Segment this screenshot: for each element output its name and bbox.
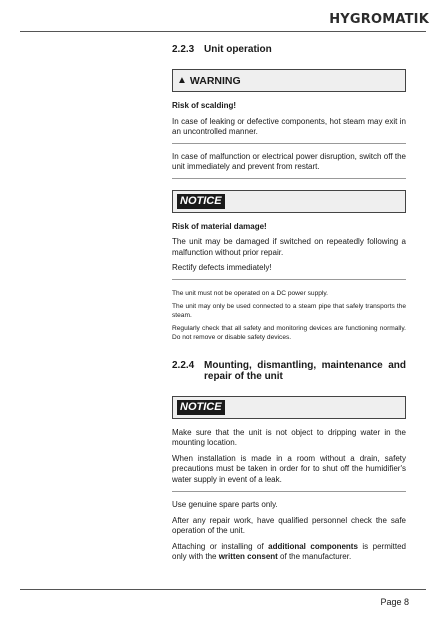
warning-box bbox=[172, 69, 406, 92]
page-number: Page 8 bbox=[380, 597, 409, 607]
section-heading-unit-operation bbox=[172, 44, 406, 55]
warning-label: WARNING bbox=[189, 74, 241, 87]
section-number: 2.2.3 bbox=[172, 44, 195, 55]
warning-triangle-icon: ▲ bbox=[177, 75, 187, 86]
separator bbox=[172, 143, 406, 144]
notice-text-drain: When installation is made in a room without a drain, safety precautions must be taken in order for to shut off the humidifier's water supply in event of a leak. bbox=[172, 453, 406, 484]
notice-box bbox=[172, 396, 406, 419]
section-title: Unit operation bbox=[204, 44, 272, 55]
small-text-safety: Regularly check that all safety and monitoring devices are functioning normally. Do not remove or disable safety devices. bbox=[172, 324, 406, 341]
notice-label: NOTICE bbox=[177, 400, 225, 415]
warning-text: In case of leaking or defective components, hot steam may exit in an uncontrolled manner. bbox=[172, 116, 406, 136]
brand-logo: HYGROMATIK bbox=[329, 12, 429, 27]
warning-heading: Risk of scalding! bbox=[172, 101, 237, 110]
small-text-steam-pipe: The unit may only be used connected to a steam pipe that safely transports the steam. bbox=[172, 302, 406, 319]
section-title: Mounting, dismantling, maintenance and repair of the unit bbox=[204, 359, 406, 382]
section-heading-mounting bbox=[172, 360, 406, 382]
malfunction-text: In case of malfunction or electrical power disruption, switch off the unit immediately and prevent from restart. bbox=[172, 151, 406, 171]
small-text-dc: The unit must not be operated on a DC power supply. bbox=[172, 289, 329, 297]
spare-parts-text: Use genuine spare parts only. bbox=[172, 500, 278, 509]
separator bbox=[172, 491, 406, 492]
separator bbox=[172, 279, 406, 280]
notice-text: The unit may be damaged if switched on repeatedly following a malfunction without prior repair. bbox=[172, 237, 406, 257]
attach-components-text: Attaching or installing of additional components is permitted only with the written consent of the manufacturer. bbox=[172, 541, 406, 561]
header-rule bbox=[20, 31, 426, 32]
section-number: 2.2.4 bbox=[172, 359, 195, 371]
page-content bbox=[172, 44, 406, 568]
notice-heading: Risk of material damage! bbox=[172, 221, 267, 231]
notice-box bbox=[172, 190, 406, 213]
notice-label: NOTICE bbox=[177, 194, 225, 209]
separator bbox=[172, 178, 406, 179]
after-repair-text: After any repair work, have qualified personnel check the safe operation of the unit. bbox=[172, 515, 406, 535]
notice-text-dripping: Make sure that the unit is not object to dripping water in the mounting location. bbox=[172, 427, 406, 447]
footer-rule bbox=[20, 589, 426, 590]
notice-rectify: Rectify defects immediately! bbox=[172, 263, 272, 272]
